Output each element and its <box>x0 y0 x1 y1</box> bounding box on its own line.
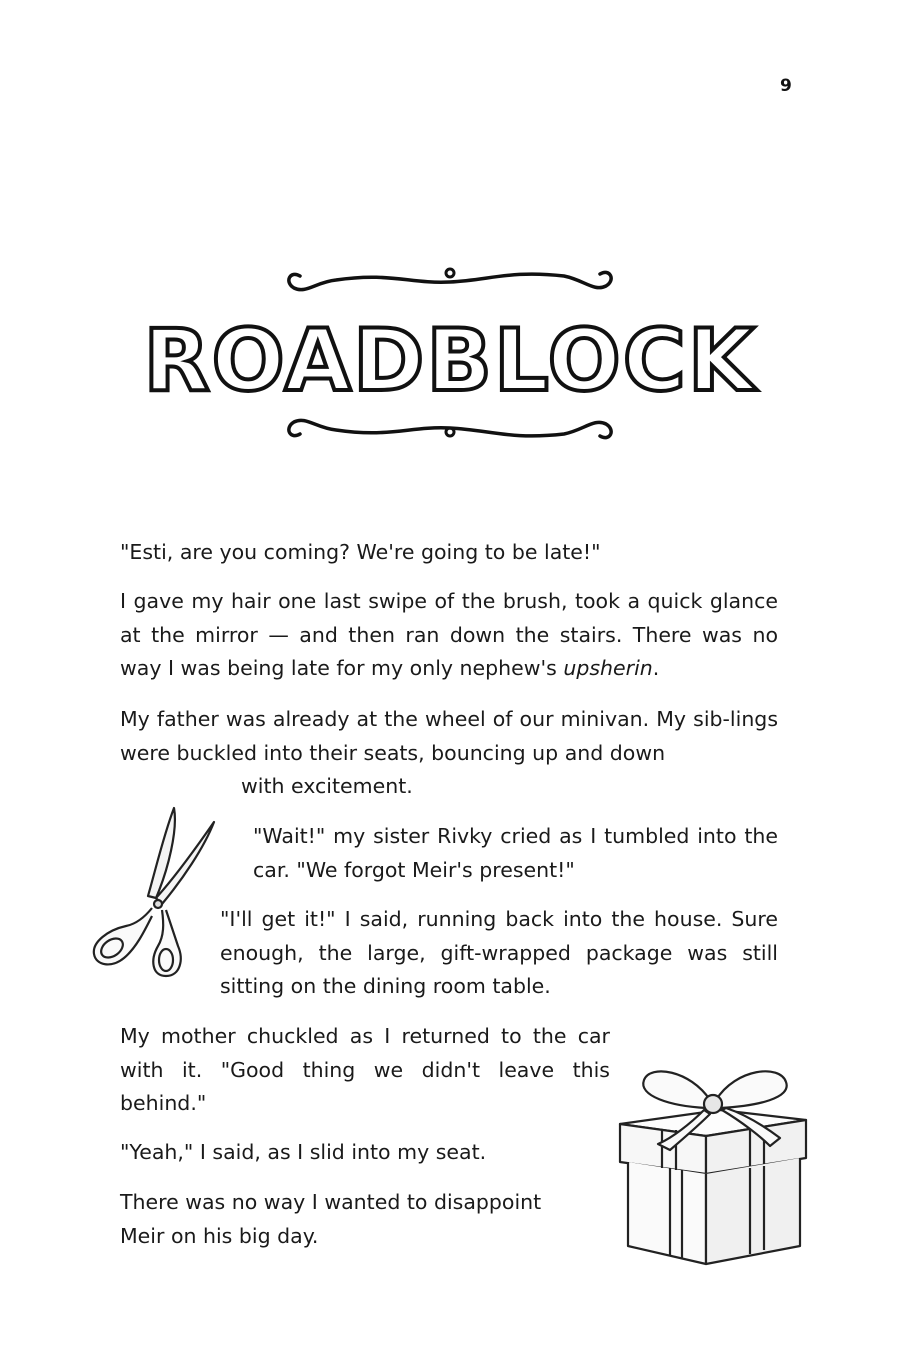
paragraph-2-text: I gave my hair one last swipe of the brush, took a quick glance at the mirror — and then ran down the stairs. There was no way I was being late for my only nephew's <box>120 589 778 680</box>
upsherin-word: upsherin <box>563 656 653 680</box>
top-flourish-ornament <box>280 262 620 302</box>
paragraph-8: There was no way I wanted to disappoint Meir on his big day. <box>120 1190 542 1248</box>
paragraph-3: My father was already at the wheel of our minivan. My sib-lings were buckled into their seats, bouncing up and down <box>120 707 778 765</box>
paragraph-2: I gave my hair one last swipe of the brush, took a quick glance at the mirror — and then ran down the stairs. There was no way I was being late for my only nephew's upsherin. <box>120 589 778 680</box>
paragraph-1: "Esti, are you coming? We're going to be late!" <box>120 540 601 564</box>
paragraph-7: "Yeah," I said, as I slid into my seat. <box>120 1140 487 1164</box>
paragraph-6: My mother chuckled as I returned to the car with it. "Good thing we didn't leave this behind." <box>120 1024 610 1115</box>
chapter-title-text: ROADBLOCK <box>143 312 757 411</box>
gift-box-icon <box>610 1050 815 1272</box>
scissors-icon <box>86 800 226 980</box>
paragraph-5: "I'll get it!" I said, running back into the house. Sure enough, the large, gift-wrapped package was still sitting on the dining room table. <box>220 907 778 998</box>
chapter-title <box>100 312 800 412</box>
bottom-flourish-ornament <box>280 408 620 448</box>
paragraph-4: "Wait!" my sister Rivky cried as I tumbled into the car. "We forgot Meir's present!" <box>253 824 778 882</box>
page-number: 9 <box>780 76 792 96</box>
paragraph-3-end: with excitement. <box>241 774 413 798</box>
